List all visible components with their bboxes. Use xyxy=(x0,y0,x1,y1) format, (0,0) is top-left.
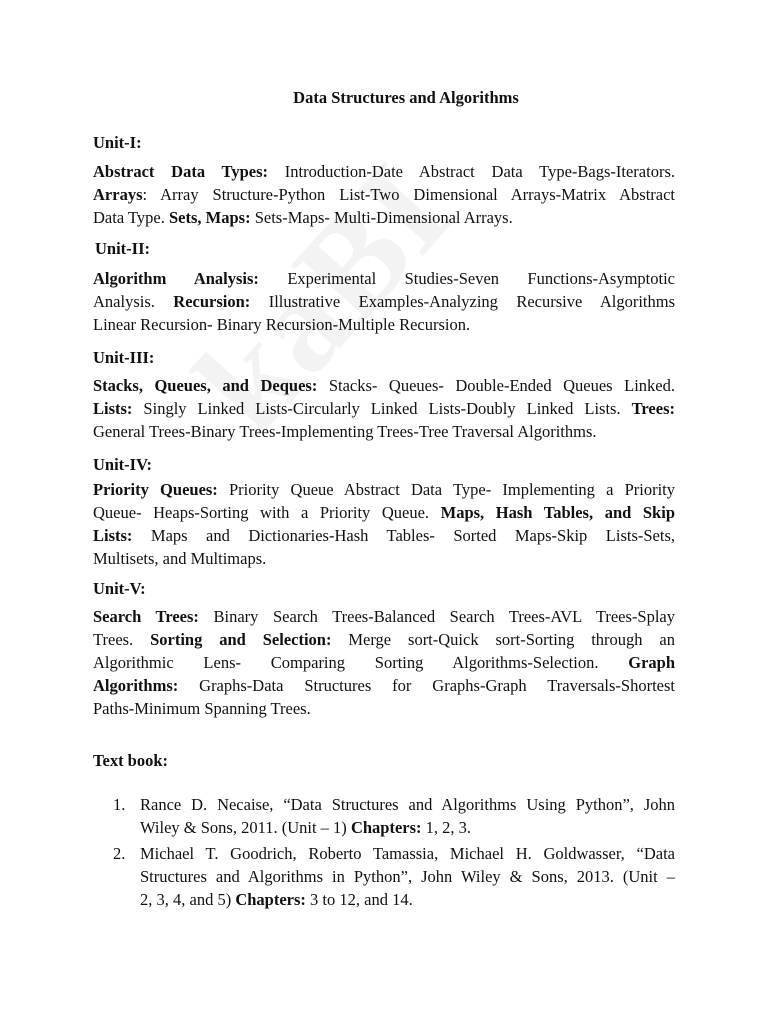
page-title: Data Structures and Algorithms xyxy=(293,88,519,107)
unit-4-heading: Unit-IV: xyxy=(93,455,152,474)
text-segment: Singly Linked Lists-Circularly Linked Lists-Doubly Linked Lists. xyxy=(132,399,632,418)
text-segment: Binary Search Trees-Balanced Search Trees-AVL Trees-Splay xyxy=(198,607,675,626)
unit-2-heading: Unit-II: xyxy=(95,239,151,258)
text-segment: Illustrative Examples-Analyzing Recursive Algorithms xyxy=(250,292,675,311)
reference-text xyxy=(140,842,675,911)
unit-1-content xyxy=(93,160,675,229)
unit-1-heading: Unit-I: xyxy=(93,133,142,152)
unit-2-content xyxy=(93,267,675,336)
bold-term: Search Trees: xyxy=(93,607,199,626)
text-segment: : Array Structure-Python List-Two Dimensional Arrays-Matrix Abstract xyxy=(142,185,675,204)
bold-term: Lists: xyxy=(93,399,133,418)
text-line xyxy=(93,374,675,397)
text-segment: Stacks- Queues- Double-Ended Queues Linked. xyxy=(317,376,675,395)
bold-term: Sorting and Selection: xyxy=(150,630,332,649)
text-segment: Structures and Algorithms in Python”, John Wiley & Sons, 2013. (Unit – xyxy=(140,867,675,886)
text-segment: Wiley & Sons, 2011. (Unit – 1) xyxy=(140,818,351,837)
text-segment: Rance D. Necaise, “Data Structures and Algorithms Using Python”, John xyxy=(140,795,675,814)
bold-term: Sets, Maps: xyxy=(168,208,251,227)
bold-term: Graph xyxy=(628,653,675,672)
text-line xyxy=(93,313,675,336)
text-segment: Algorithmic Lens- Comparing Sorting Algorithms-Selection. xyxy=(93,653,629,672)
bold-term: Algorithm Analysis: xyxy=(93,269,259,288)
text-segment: Paths-Minimum Spanning Trees. xyxy=(93,699,311,718)
text-line xyxy=(93,651,675,674)
text-segment: Priority Queue Abstract Data Type- Implementing a Priority xyxy=(217,480,675,499)
text-segment: Michael T. Goodrich, Roberto Tamassia, Michael H. Goldwasser, “Data xyxy=(140,844,675,863)
unit-5-content xyxy=(93,605,675,720)
bold-term: Maps, Hash Tables, and Skip xyxy=(440,503,675,522)
text-segment: Sets-Maps- Multi-Dimensional Arrays. xyxy=(250,208,513,227)
text-line xyxy=(140,865,675,888)
text-line xyxy=(93,605,675,628)
bold-term: Priority Queues: xyxy=(93,480,218,499)
unit-5-heading: Unit-V: xyxy=(93,579,146,598)
text-line xyxy=(93,420,675,443)
text-segment: 3 to 12, and 14. xyxy=(305,890,413,909)
text-segment: Introduction-Date Abstract Data Type-Bags-Iterators. xyxy=(268,162,675,181)
text-line xyxy=(140,842,675,865)
text-line xyxy=(93,547,675,570)
unit-3-heading: Unit-III: xyxy=(93,348,155,367)
bold-term: Algorithms: xyxy=(93,676,179,695)
text-segment: Linear Recursion- Binary Recursion-Multiple Recursion. xyxy=(93,315,471,334)
text-line xyxy=(93,501,675,524)
text-line xyxy=(93,206,675,229)
text-segment: Experimental Studies-Seven Functions-Asymptotic xyxy=(258,269,675,288)
reference-item xyxy=(113,793,675,839)
reference-number: 2. xyxy=(113,844,126,863)
text-segment: General Trees-Binary Trees-Implementing Trees-Tree Traversal Algorithms. xyxy=(93,422,597,441)
bold-term: Lists: xyxy=(93,526,133,545)
text-segment: Maps and Dictionaries-Hash Tables- Sorted Maps-Skip Lists-Sets, xyxy=(132,526,675,545)
text-line xyxy=(93,628,675,651)
text-line xyxy=(93,524,675,547)
reference-item xyxy=(113,842,675,911)
text-segment: Multisets, and Multimaps. xyxy=(93,549,267,568)
text-line xyxy=(93,267,675,290)
bold-term: Arrays xyxy=(93,185,143,204)
unit-3-content xyxy=(93,374,675,443)
text-line xyxy=(140,888,675,911)
text-line xyxy=(140,816,675,839)
text-line xyxy=(140,793,675,816)
text-segment: Queue- Heaps-Sorting with a Priority Queue. xyxy=(93,503,441,522)
text-line xyxy=(93,397,675,420)
textbook-heading: Text book: xyxy=(93,751,169,770)
text-segment: Merge sort-Quick sort-Sorting through an xyxy=(331,630,676,649)
text-line xyxy=(93,674,675,697)
bold-term: Chapters: xyxy=(235,890,306,909)
bold-term: Chapters: xyxy=(350,818,422,837)
text-line xyxy=(93,183,675,206)
text-line xyxy=(93,697,675,720)
text-segment: Trees. xyxy=(93,630,151,649)
text-segment: Graphs-Data Structures for Graphs-Graph Traversals-Shortest xyxy=(178,676,675,695)
text-line xyxy=(93,478,675,501)
unit-4-content xyxy=(93,478,675,570)
reference-text xyxy=(140,793,675,839)
bold-term: Abstract Data Types: xyxy=(93,162,269,181)
text-line xyxy=(93,160,675,183)
bold-term: Trees: xyxy=(631,399,675,418)
reference-number: 1. xyxy=(113,795,126,814)
bold-term: Recursion: xyxy=(173,292,251,311)
text-segment: Data Type. xyxy=(93,208,169,227)
text-line xyxy=(93,290,675,313)
text-segment: 1, 2, 3. xyxy=(421,818,472,837)
text-segment: 2, 3, 4, and 5) xyxy=(140,890,236,909)
text-segment: Analysis. xyxy=(93,292,174,311)
bold-term: Stacks, Queues, and Deques: xyxy=(93,376,318,395)
